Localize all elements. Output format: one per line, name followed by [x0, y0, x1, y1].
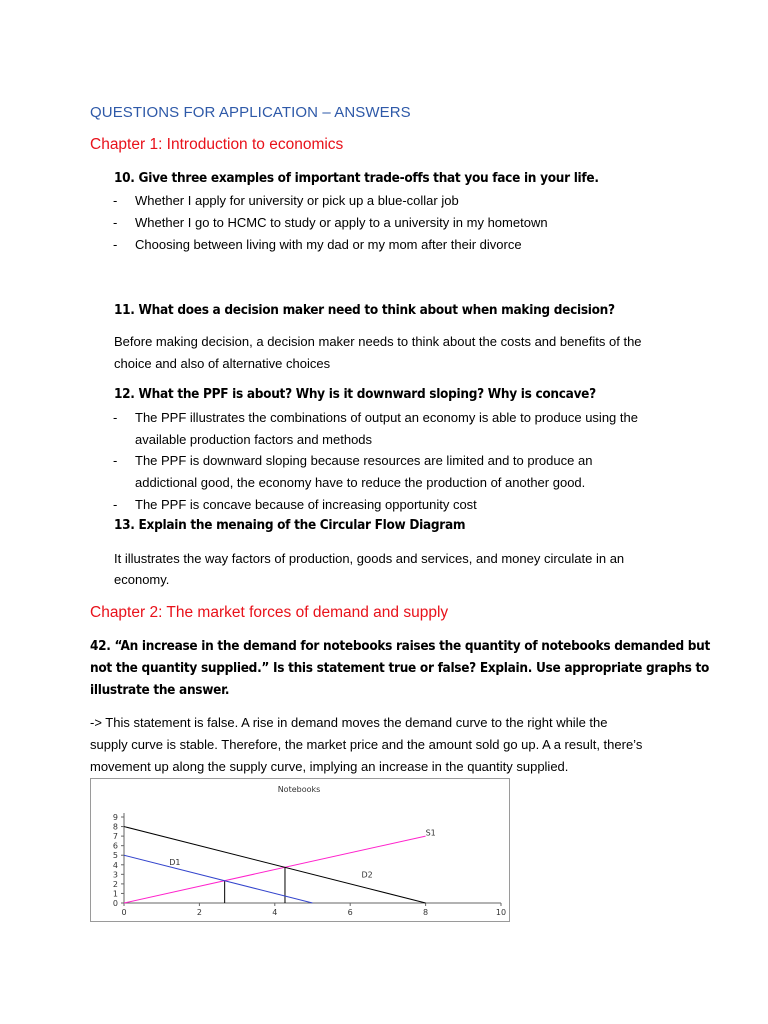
y-tick-label: 4: [112, 860, 118, 870]
series-line-d1: [124, 855, 313, 903]
q11-answer-line-1: Before making decision, a decision maker needs to think about the costs and benefits of the: [114, 334, 642, 349]
q42-answer-line-3: movement up along the supply curve, implying an increase in the quantity supplied.: [90, 759, 569, 774]
question-13: 13. Explain the menaing of the Circular Flow Diagram: [114, 517, 466, 533]
q42-answer-line-2: supply curve is stable. Therefore, the market price and the amount sold go up. A a result, there’s: [90, 737, 643, 752]
q42-answer-line-1: -> This statement is false. A rise in demand moves the demand curve to the right while the: [90, 715, 608, 730]
notebooks-chart: [90, 778, 510, 922]
question-42-line-2: not the quantity supplied.” Is this statement true or false? Explain. Use appropriate graphs to: [90, 660, 710, 676]
y-tick-label: 3: [112, 870, 118, 880]
q12-answer-2-line-1: The PPF is downward sloping because resources are limited and to produce an: [135, 453, 593, 468]
x-tick-label: 8: [423, 908, 429, 917]
bullet-dash: -: [113, 237, 118, 252]
q12-answer-1-line-1: The PPF illustrates the combinations of output an economy is able to produce using the: [135, 410, 638, 425]
x-tick-label: 6: [347, 908, 353, 917]
chart-title: Notebooks: [277, 785, 321, 794]
x-tick-label: 2: [196, 908, 202, 917]
series-label-d1: D1: [169, 857, 181, 867]
question-42-line-1: 42. “An increase in the demand for notebooks raises the quantity of notebooks demanded but: [90, 638, 711, 654]
y-tick-label: 7: [112, 832, 118, 842]
q10-answer-2: Whether I go to HCMC to study or apply to a university in my hometown: [135, 215, 548, 230]
chapter-2-heading: Chapter 2: The market forces of demand and supply: [90, 604, 449, 621]
x-tick-label: 4: [272, 908, 278, 917]
q12-answer-3: The PPF is concave because of increasing opportunity cost: [135, 497, 477, 512]
y-tick-label: 9: [112, 813, 118, 822]
series-label-s1: S1: [425, 828, 436, 838]
y-tick-label: 8: [112, 822, 118, 832]
chapter-1-heading: Chapter 1: Introduction to economics: [90, 136, 344, 153]
bullet-dash: -: [113, 193, 118, 208]
bullet-dash: -: [113, 453, 118, 468]
question-10: 10. Give three examples of important trade-offs that you face in your life.: [114, 170, 599, 186]
document-title: QUESTIONS FOR APPLICATION – ANSWERS: [90, 104, 411, 121]
q12-answer-1-line-2: available production factors and methods: [135, 432, 373, 447]
x-tick-label: 10: [495, 908, 507, 917]
q12-answer-2-line-2: addictional good, the economy have to reduce the production of another good.: [135, 475, 586, 490]
q10-answer-3: Choosing between living with my dad or my mom after their divorce: [135, 237, 522, 252]
question-12: 12. What the PPF is about? Why is it downward sloping? Why is concave?: [114, 386, 596, 402]
q13-answer-line-1: It illustrates the way factors of production, goods and services, and money circulate in an: [114, 551, 625, 566]
bullet-dash: -: [113, 215, 118, 230]
question-11: 11. What does a decision maker need to think about when making decision?: [114, 302, 615, 318]
y-tick-label: 5: [112, 851, 118, 861]
y-tick-label: 2: [112, 879, 118, 889]
chart-svg: [91, 779, 509, 921]
y-tick-label: 0: [112, 899, 118, 908]
bullet-dash: -: [113, 410, 118, 425]
q10-answer-1: Whether I apply for university or pick up a blue-collar job: [135, 193, 459, 208]
x-tick-label: 0: [121, 908, 127, 917]
bullet-dash: -: [113, 497, 118, 512]
series-label-d2: D2: [361, 870, 373, 880]
y-tick-label: 6: [112, 841, 118, 851]
question-42-line-3: illustrate the answer.: [90, 682, 230, 698]
q13-answer-line-2: economy.: [114, 572, 170, 587]
q11-answer-line-2: choice and also of alternative choices: [114, 356, 331, 371]
y-tick-label: 1: [112, 889, 118, 899]
